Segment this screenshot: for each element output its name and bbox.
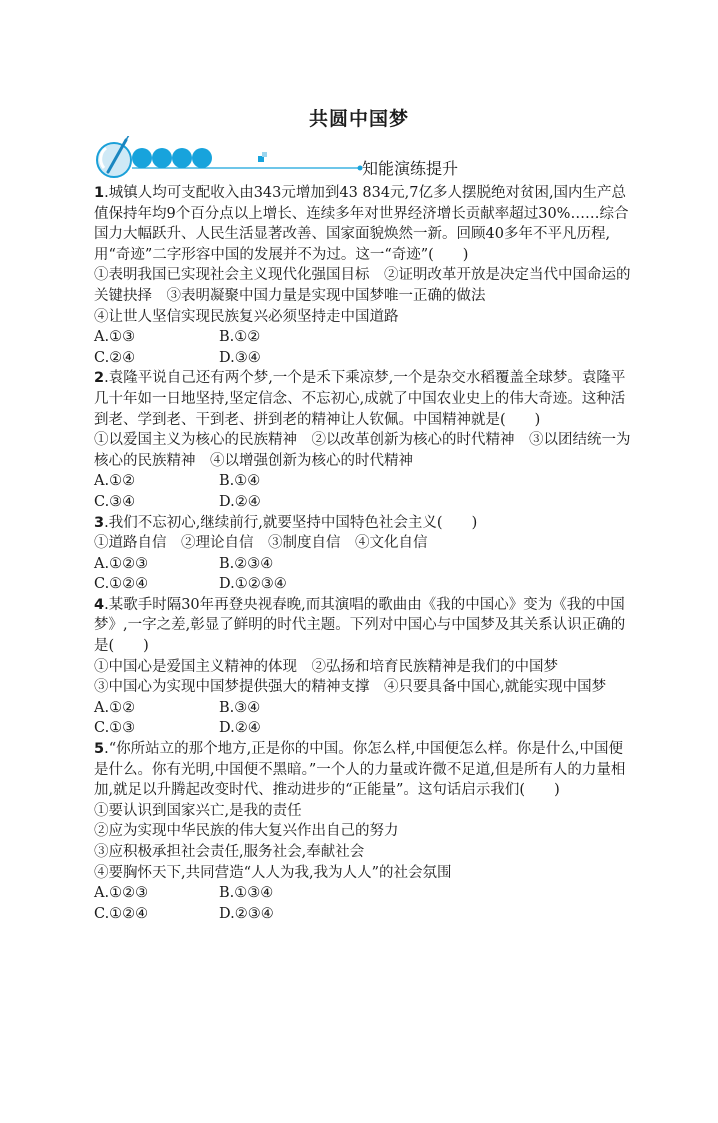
statement: ①以爱国主义为核心的民族精神 ②以改革创新为核心的时代精神 ③以团结统一为核心的民族精神 ④以增强创新为核心的时代精神 (94, 432, 631, 469)
option-d: D.③④ (219, 349, 261, 366)
option-row (94, 554, 634, 575)
page-title: 共圆中国梦 (308, 108, 409, 130)
option-row (94, 574, 634, 595)
option-b: B.②③④ (219, 555, 274, 572)
option-a: A.①② (94, 473, 136, 490)
statement: ④让世人坚信实现民族复兴必须坚持走中国道路 (94, 308, 399, 325)
option-a: A.①②③ (94, 555, 149, 572)
statement: ①中国心是爱国主义精神的体现 ②弘扬和培育民族精神是我们的中国梦 (94, 658, 558, 675)
option-d: D.②③④ (219, 905, 274, 922)
option-a: A.①③ (94, 329, 136, 346)
option-row (94, 904, 634, 925)
question-stem: 4.某歌手时隔30年再登央视春晚,而其演唱的歌曲由《我的中国心》变为《我的中国梦》,一字之差,彰显了鲜明的时代主题。下列对中国心与中国梦及其关系认识正确的是( ) (94, 596, 626, 655)
option-row (94, 348, 634, 369)
option-row (94, 883, 634, 904)
question-number: 5 (94, 741, 105, 758)
square-decoration-small (262, 152, 267, 157)
statement: ③应积极承担社会责任,服务社会,奉献社会 (94, 844, 365, 860)
statement: ①要认识到国家兴亡,是我的责任 (94, 802, 302, 819)
question-number: 3 (94, 514, 105, 531)
question-2 (94, 368, 634, 512)
statement: ①表明我国已实现社会主义现代化强国目标 ②证明改革开放是决定当代中国命运的关键抉择 ③表明凝聚中国力量是实现中国梦唯一正确的做法 (94, 267, 631, 304)
option-row (94, 718, 634, 739)
option-c: C.①②④ (94, 576, 149, 593)
statement: ③中国心为实现中国梦提供强大的精神支撑 ④只要具备中国心,就能实现中国梦 (94, 679, 607, 696)
option-c: C.①③ (94, 720, 136, 737)
statement: ①道路自信 ②理论自信 ③制度自信 ④文化自信 (94, 535, 428, 552)
option-a: A.①② (94, 699, 136, 716)
pen-emblem-icon (97, 136, 131, 177)
question-3 (94, 513, 634, 595)
option-c: C.③④ (94, 493, 136, 510)
option-b: B.①③④ (219, 885, 274, 902)
question-number: 1 (94, 185, 105, 201)
question-stem: 2.袁隆平说自己还有两个梦,一个是禾下乘凉梦,一个是杂交水稻覆盖全球梦。袁隆平几十年如一日地坚持,坚定信念、不忘初心,成就了中国农业史上的伟大奇迹。这种活到老、学到老、干到老、拼到老的精神让人钦佩。中国精神就是( ) (94, 370, 626, 428)
question-4 (94, 595, 634, 739)
question-number: 4 (94, 596, 105, 613)
option-row (94, 471, 634, 492)
option-b: B.①④ (219, 473, 261, 490)
option-d: D.②④ (219, 493, 261, 510)
option-d: D.②④ (219, 720, 261, 737)
dot-row-decoration (132, 148, 212, 168)
option-c: C.②④ (94, 349, 136, 366)
question-stem: 1.城镇人均可支配收入由343元增加到43 834元,7亿多人摆脱绝对贫困,国内生产总值保持年均9个百分点以上增长、连续多年对世界经济增长贡献率超过30%……综合国力大幅跃升、人民生活显著改善、国家面貌焕然一新。回顾40多年不平凡历程,用“奇迹”二字形容中国的发展并不为过。这一“奇迹”( ) (94, 185, 629, 263)
question-5 (94, 739, 634, 924)
section-label: 知能演练提升 (362, 159, 459, 178)
option-row (94, 327, 634, 348)
option-row (94, 492, 634, 513)
option-a: A.①②③ (94, 885, 149, 902)
question-stem: 5.“你所站立的那个地方,正是你的中国。你怎么样,中国便怎么样。你是什么,中国便是什么。你有光明,中国便不黑暗。”一个人的力量或许微不足道,但是所有人的力量相加,就足以升腾起改变时代、推动进步的“正能量”。这句话启示我们( ) (94, 741, 626, 799)
statement: ④要胸怀天下,共同营造“人人为我,我为人人”的社会氛围 (94, 864, 452, 881)
question-1 (94, 183, 634, 368)
question-number: 2 (94, 370, 105, 387)
option-row (94, 698, 634, 719)
option-b: B.③④ (219, 699, 261, 716)
question-list (94, 183, 634, 924)
option-c: C.①②④ (94, 905, 149, 922)
option-d: D.①②③④ (219, 576, 287, 593)
question-stem: 3.我们不忘初心,继续前行,就要坚持中国特色社会主义( ) (94, 514, 478, 531)
option-b: B.①② (219, 329, 261, 346)
statement: ②应为实现中华民族的伟大复兴作出自己的努力 (94, 823, 399, 840)
